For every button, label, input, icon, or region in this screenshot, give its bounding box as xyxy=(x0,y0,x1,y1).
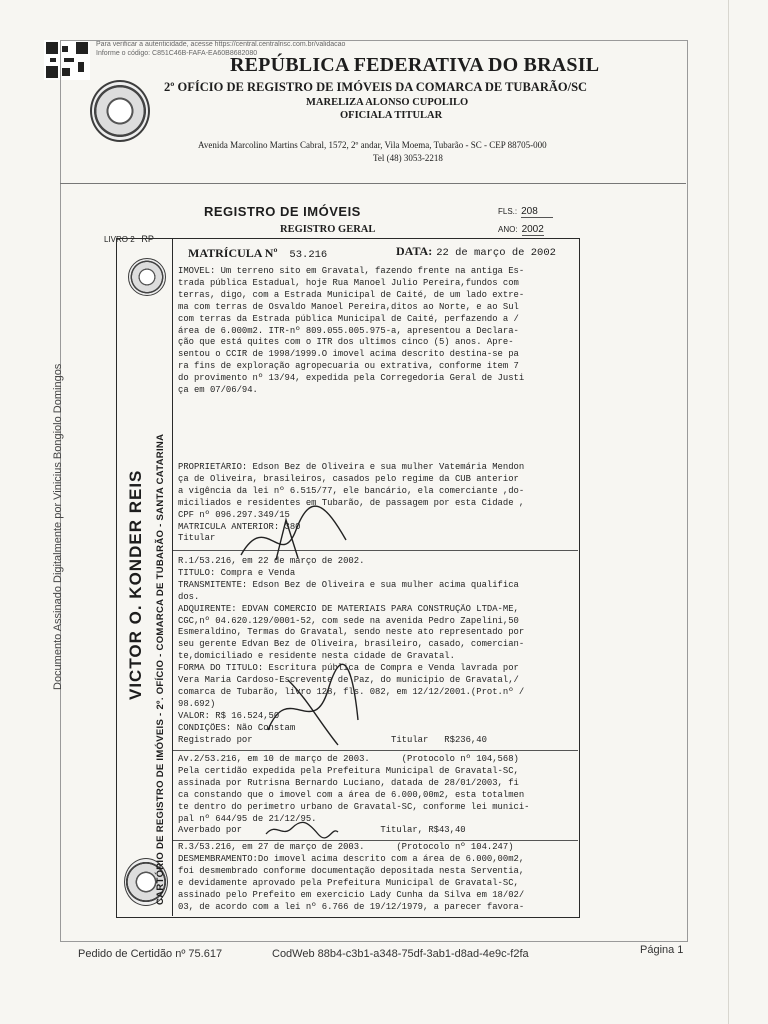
registry-subtitle: REGISTRO GERAL xyxy=(280,224,376,235)
section-divider xyxy=(173,550,578,551)
text-line: miciliados e residentes em Tubarão, de passagem por esta Cidade , xyxy=(178,497,525,508)
handwritten-signature xyxy=(236,500,356,570)
fls-label: FLS.: xyxy=(498,207,518,216)
matricula-field xyxy=(188,246,327,261)
header-subtitle: 2º OFÍCIO DE REGISTRO DE IMÓVEIS DA COMARCA DE TUBARÃO/SC xyxy=(164,80,588,94)
certificate-request-number: Pedido de Certidão nº 75.617 xyxy=(78,948,223,960)
text-line: trada pública Estadual, hoje Rua Manoel Julio Pereira,fundos com xyxy=(178,277,519,288)
section-divider xyxy=(173,840,578,841)
text-line: com terras da Estrada pública Municipal de Caité, perfazendo a / xyxy=(178,313,519,324)
text-line: área de 6.000m2. ITR-nº 809.055.005.975-a, apresentou a Declara- xyxy=(178,325,519,336)
office-phone: Tel (48) 3053-2218 xyxy=(373,153,443,163)
text-line: 98.692) xyxy=(178,698,216,709)
text-line: ma com terras de Osvaldo Manoel Pereira,ditos ao Norte, e ao Sul xyxy=(178,301,519,312)
text-line: ção que está quites com o ITR dos ultimos cinco (5) anos. Apre- xyxy=(178,337,514,348)
text-line: PROPRIETÁRIO: Edson Bez de Oliveira e sua mulher Vatemária Mendon xyxy=(178,462,525,472)
verification-url: Para verificar a autenticidade, acesse https://central.centralrisc.com.br/validacao xyxy=(96,41,346,48)
text-line: VALOR: R$ 16.524,50 xyxy=(178,710,280,721)
text-line: Esmeraldino, Termas do Gravatal, sendo neste ato representado por xyxy=(178,627,525,638)
ano-label: ANO: xyxy=(498,225,518,234)
text-line: te,domiciliado e residente nesta cidade de Gravatal. xyxy=(178,651,455,662)
matricula-value: 53.216 xyxy=(289,249,328,261)
text-line: assinado pelo Prefeito em exercicio Lady Cunha da Silva em 18/02/ xyxy=(178,889,525,900)
text-line: Vera Maria Cardoso-Escrevente de Paz, do municipio de Gravatal,/ xyxy=(178,675,519,686)
text-line: DESMEMBRAMENTO:Do imovel acima descrito com a área de 6.000,00m2, xyxy=(178,853,525,864)
text-line: MATRICULA ANTERIOR: 380 xyxy=(178,521,301,532)
text-line: a vigência da lei nº 6.515/77, ele bancário, ela comerciante ,do- xyxy=(178,485,525,496)
registration-r3 xyxy=(178,842,576,913)
text-line: 03, de acordo com a lei nº 6.766 de 19/12/1979, a parecer favora- xyxy=(178,901,525,912)
text-line: Registrado por Titular R$236,40 xyxy=(178,734,487,745)
text-line: Titular xyxy=(178,533,216,544)
fls-field xyxy=(498,206,553,218)
codweb-code: CodWeb 88b4-c3b1-a348-75df-3ab1-d8ad-4e9c-f2fa xyxy=(272,948,529,960)
coat-of-arms-seal xyxy=(90,80,150,142)
text-line: TITULO: Compra e Venda xyxy=(178,567,296,578)
notary-name: VICTOR O. KONDER REIS xyxy=(126,469,145,700)
page-number: Página 1 xyxy=(640,944,684,956)
matricula-label: MATRÍCULA Nº xyxy=(188,246,278,260)
date-label: DATA: xyxy=(396,244,433,258)
side-column-divider xyxy=(172,238,173,916)
text-line: Averbado por Titular, R$43,40 xyxy=(178,825,466,836)
text-line: te dentro do perimetro urbano de Gravatal-SC, conforme lei munici- xyxy=(178,801,530,812)
text-line: dos. xyxy=(178,591,200,602)
text-line: comarca de Tubarão, livro 128, fls. 082, em 12/12/2001.(Prot.nº / xyxy=(178,686,525,697)
header-divider xyxy=(60,183,686,184)
text-line: ca constando que o imovel com a área de 6.000,00m2, esta totalmen xyxy=(178,789,525,800)
text-line: ça de Oliveira, brasileiros, casados pelo regime da CUB anterior xyxy=(178,473,519,484)
registration-r1 xyxy=(178,556,576,747)
section-divider xyxy=(173,750,578,751)
office-line: CARTÓRIO DE REGISTRO DE IMÓVEIS - 2º. OFÍCIO - COMARCA DE TUBARÃO - SANTA CATARINA xyxy=(155,433,166,905)
annotation-av2 xyxy=(178,754,576,837)
text-line: IMOVEL: Um terreno sito em Gravatal, fazendo frente na antiga Es- xyxy=(178,266,525,276)
text-line: CONDIÇÕES: Não Constam xyxy=(178,722,296,733)
text-line: Av.2/53.216, em 10 de março de 2003. (Protocolo nº 104,568) xyxy=(178,754,519,764)
text-line: sentou o CCIR de 1998/1999.O imovel acima descrito destina-se pa xyxy=(178,349,519,360)
property-description xyxy=(178,266,576,397)
text-line: e devidamente aprovado pela Prefeitura Municipal de Gravatal-SC, xyxy=(178,877,519,888)
text-line: TRANSMITENTE: Edson Bez de Oliveira e sua mulher acima qualifica xyxy=(178,579,519,590)
text-line: seu gerente Edvan Bez de Oliveira, brasileiro, casado, comercian- xyxy=(178,639,525,650)
text-line: ra fins de exploração agropecuaria ou extrativa, conforme item 7 xyxy=(178,361,519,372)
text-line: terras, digo, com a Estrada Municipal de Caité, de um lado extre- xyxy=(178,289,525,300)
handwritten-signature xyxy=(258,660,368,750)
office-address: Avenida Marcolino Martins Cabral, 1572, 2º andar, Vila Moema, Tubarão - SC - CEP 88705-000 xyxy=(198,140,547,150)
header-title: REPÚBLICA FEDERATIVA DO BRASIL xyxy=(230,54,600,76)
text-line: R.1/53.216, em 22 de março de 2002. xyxy=(178,556,365,566)
text-line: CPF nº 096.297.349/15 xyxy=(178,509,290,520)
text-line: CGC,nº 04.620.129/0001-52, com sede na avenida Pedro Zapelini,50 xyxy=(178,615,519,626)
text-line: R.3/53.216, em 27 de março de 2003. (Protocolo nº 104.247) xyxy=(178,842,514,852)
text-line: assinada por Rutrisna Bernardo Luciano, datada de 28/01/2003, fi xyxy=(178,777,519,788)
ano-value: 2002 xyxy=(521,224,544,235)
digital-signature-note: Documento Assinado Digitalmente por Vinicius Bongiolo Domingos xyxy=(52,363,64,690)
date-field xyxy=(396,244,556,259)
livro-label: LIVRO 2 RP xyxy=(104,234,154,244)
text-line: FORMA DO TITULO: Escritura pública de Compra e Venda lavrada por xyxy=(178,663,519,674)
date-value: 22 de março de 2002 xyxy=(436,247,556,259)
verification-code: Informe o código: C851C46B-FAFA-EA60B8682080 xyxy=(96,50,258,57)
officer-name: MARELIZA ALONSO CUPOLILO xyxy=(306,97,469,108)
page-edge xyxy=(728,0,729,1024)
text-line: foi desmembrado conforme documentação depositada nesta Serventia, xyxy=(178,865,525,876)
registry-title: REGISTRO DE IMÓVEIS xyxy=(204,204,361,219)
text-line: Pela certidão expedida pela Prefeitura Municipal de Gravatal-SC, xyxy=(178,765,519,776)
officer-role: OFICIALA TITULAR xyxy=(340,110,443,121)
ano-field xyxy=(498,224,544,235)
fls-value: 208 xyxy=(521,206,553,218)
text-line: pal nº 644/95 de 21/12/95. xyxy=(178,813,317,824)
handwritten-signature xyxy=(262,818,342,842)
text-line: ADQUIRENTE: EDVAN COMERCIO DE MATERIAIS PARA CONSTRUÇÃO LTDA-ME, xyxy=(178,603,519,614)
text-line: ça em 07/06/94. xyxy=(178,385,258,396)
top-side-seal xyxy=(128,258,166,296)
text-line: do provimento nº 13/94, expedida pela Corregedoria Geral de Justi xyxy=(178,373,525,384)
